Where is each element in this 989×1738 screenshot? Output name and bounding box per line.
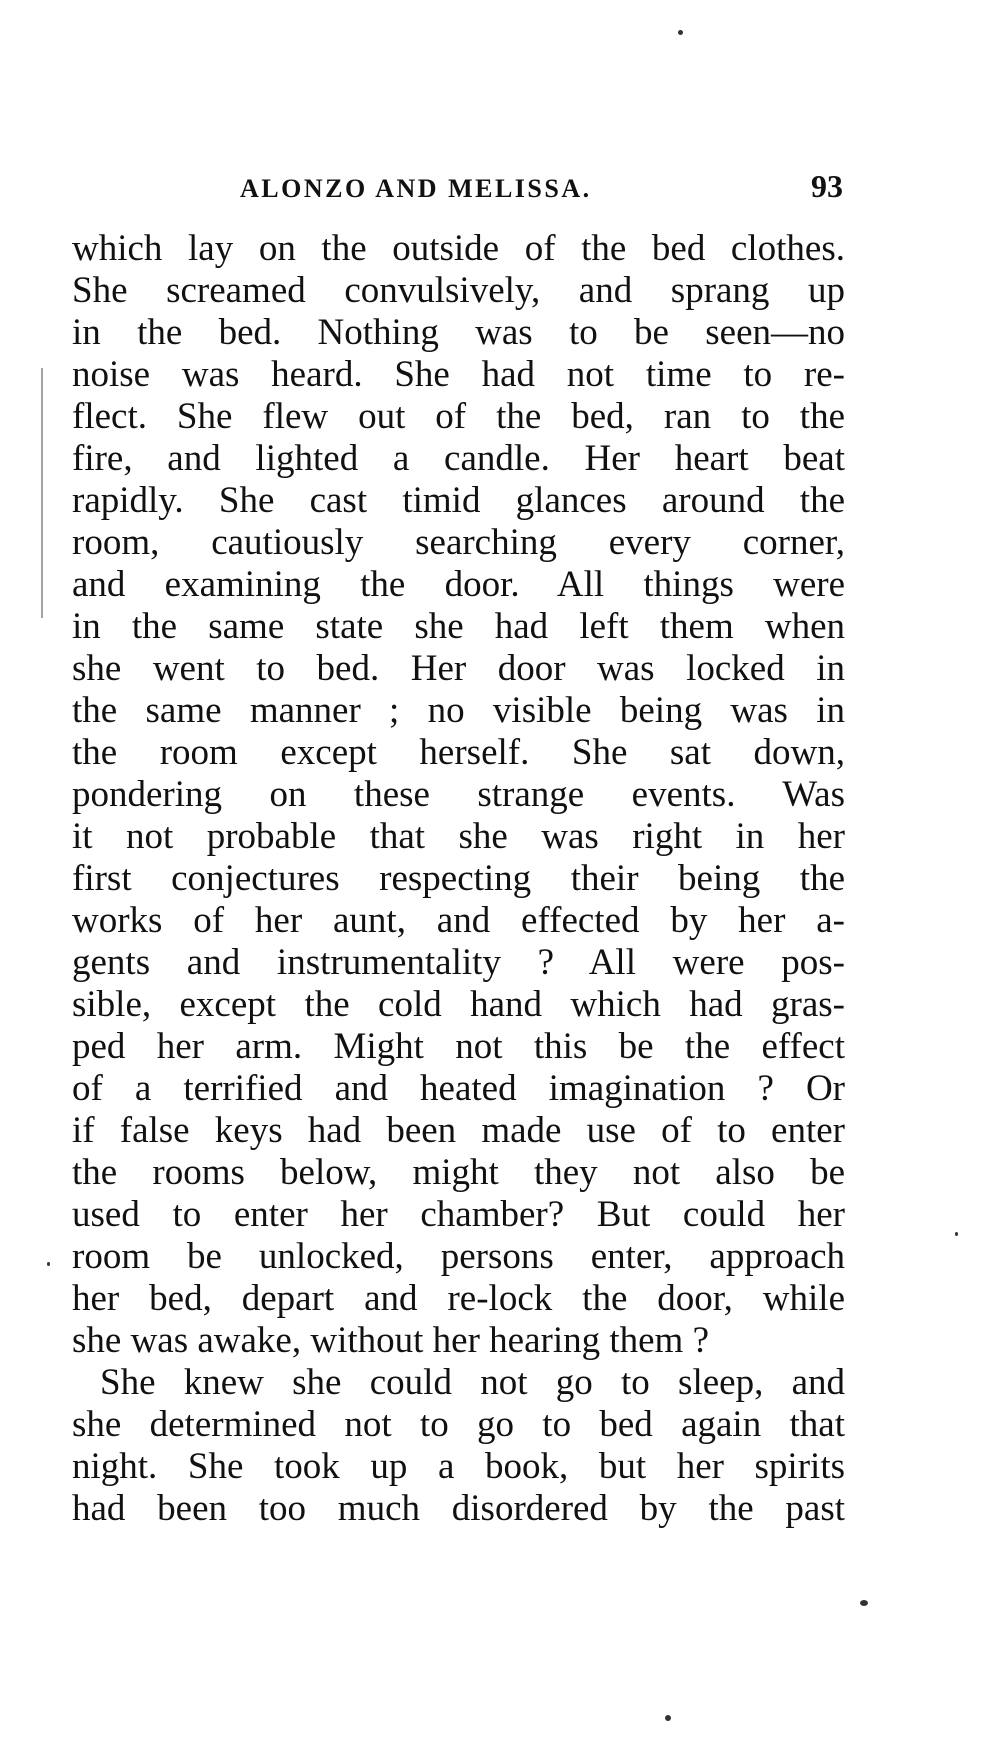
ink-speck [860,1600,868,1606]
paragraph-start-line: She knew she could not go to sleep, and [100,1362,845,1403]
text-line: and examining the door. All things were [72,564,845,605]
text-line: of a terrified and heated imagination ? Or [72,1068,845,1109]
running-title: ALONZO AND MELISSA. [240,174,592,203]
paragraph-end-line: she was awake, without her hearing them ? [72,1320,710,1361]
text-line: if false keys had been made use of to enter [72,1110,845,1151]
text-line: sible, except the cold hand which had gras- [72,984,845,1025]
text-line: first conjectures respecting their being the [72,858,845,899]
ink-speck [665,1715,671,1721]
ink-speck [47,1262,50,1266]
page-header [70,170,845,210]
text-line: the same manner ; no visible being was in [72,690,845,731]
text-line: pondering on these strange events. Was [72,774,845,815]
text-line: in the same state she had left them when [72,606,845,647]
text-line: noise was heard. She had not time to re- [72,354,845,395]
text-line: rapidly. She cast timid glances around the [72,480,845,521]
text-line: She screamed convulsively, and sprang up [72,270,845,311]
text-line: flect. She flew out of the bed, ran to the [72,396,845,437]
text-line: it not probable that she was right in her [72,816,845,857]
text-line: in the bed. Nothing was to be seen—no [72,312,845,353]
ink-speck [955,1232,958,1236]
text-line: used to enter her chamber? But could her [72,1194,845,1235]
ink-speck [678,30,683,35]
text-line: gents and instrumentality ? All were pos- [72,942,845,983]
text-line: the rooms below, might they not also be [72,1152,845,1193]
text-line: fire, and lighted a candle. Her heart beat [72,438,845,479]
text-line: she went to bed. Her door was locked in [72,648,845,689]
text-line: had been too much disordered by the past [72,1488,845,1529]
text-line: works of her aunt, and effected by her a- [72,900,845,941]
text-line: ped her arm. Might not this be the effect [72,1026,845,1067]
margin-mark [41,368,43,618]
text-line: room, cautiously searching every corner, [72,522,845,563]
text-line: she determined not to go to bed again that [72,1404,845,1445]
body-text [72,228,845,1530]
text-line: her bed, depart and re-lock the door, while [72,1278,845,1319]
text-line: room be unlocked, persons enter, approach [72,1236,845,1277]
text-line: night. She took up a book, but her spirits [72,1446,845,1487]
page-number: 93 [811,168,843,204]
text-line: which lay on the outside of the bed clothes. [72,228,845,269]
text-line: the room except herself. She sat down, [72,732,845,773]
